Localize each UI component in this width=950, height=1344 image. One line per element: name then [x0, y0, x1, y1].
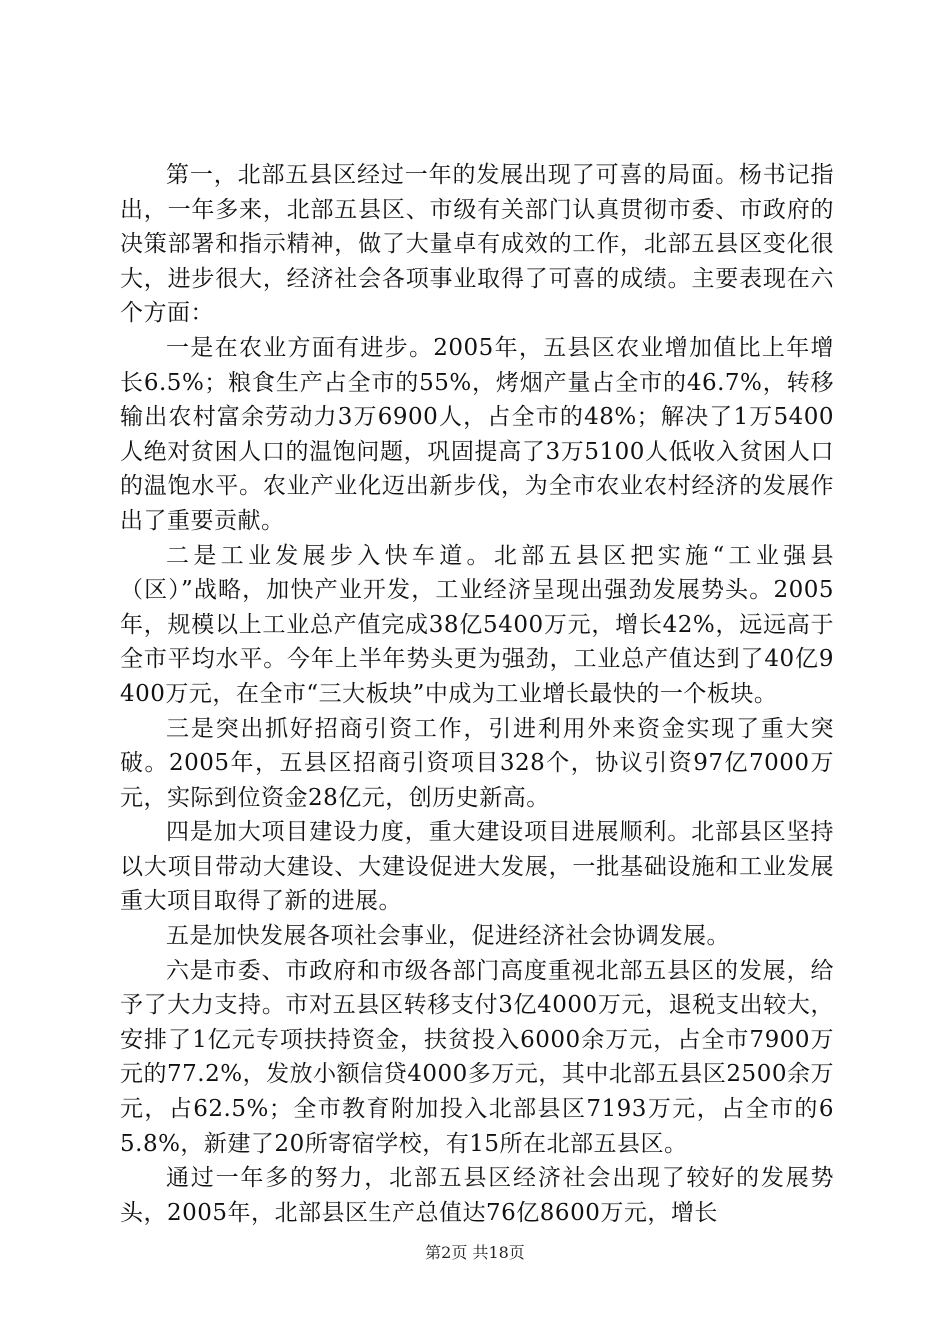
- paragraph-3: 二是工业发展步入快车道。北部五县区把实施“工业强县（区）”战略，加快产业开发，工业经济呈现出强劲发展势头。2005年，规模以上工业总产值完成38亿5400万元，增长42%，远远高于全市平均水平。今年上半年势头更为强劲，工业总产值达到了40亿9400万元，在全市“三大板块”中成为工业增长最快的一个板块。: [120, 542, 834, 707]
- paragraph-2: 一是在农业方面有进步。2005年，五县区农业增加值比上年增长6.5%；粮食生产占全市的55%，烤烟产量占全市的46.7%，转移输出农村富余劳动力3万6900人，占全市的48%；解决了1万5400人绝对贫困人口的温饱问题，巩固提高了3万5100人低收入贫困人口的温饱水平。农业产业化迈出新步伐，为全市农业农村经济的发展作出了重要贡献。: [120, 334, 834, 534]
- page-footer: 第2页 共18页: [425, 1243, 525, 1262]
- paragraph-5: 四是加大项目建设力度，重大建设项目进展顺利。北部县区坚持以大项目带动大建设、大建设促进大发展，一批基础设施和工业发展重大项目取得了新的进展。: [120, 819, 834, 915]
- paragraph-8: 通过一年多的努力，北部五县区经济社会出现了较好的发展势头，2005年，北部县区生产总值达76亿8600万元，增长: [120, 1165, 834, 1226]
- paragraph-6: 五是加快发展各项社会事业，促进经济社会协调发展。: [166, 923, 730, 950]
- paragraph-7: 六是市委、市政府和市级各部门高度重视北部五县区的发展，给予了大力支持。市对五县区转移支付3亿4000万元，退税支出较大，安排了1亿元专项扶持资金，扶贫投入6000余万元，占全市7900万元的77.2%，发放小额信贷4000多万元，其中北部五县区2500余万元，占62.5%；全市教育附加投入北部县区7193万元，占全市的65.8%，新建了20所寄宿学校，有15所在北部五县区。: [120, 957, 834, 1157]
- paragraph-1: 第一，北部五县区经过一年的发展出现了可喜的局面。杨书记指出，一年多来，北部五县区、市级有关部门认真贯彻市委、市政府的决策部署和指示精神，做了大量卓有成效的工作，北部五县区变化很大，进步很大，经济社会各项事业取得了可喜的成绩。主要表现在六个方面：: [120, 162, 834, 327]
- paragraph-4: 三是突出抓好招商引资工作，引进利用外来资金实现了重大突破。2005年，五县区招商引资项目328个，协议引资97亿7000万元，实际到位资金28亿元，创历史新高。: [120, 715, 834, 811]
- document-body: [120, 158, 834, 1230]
